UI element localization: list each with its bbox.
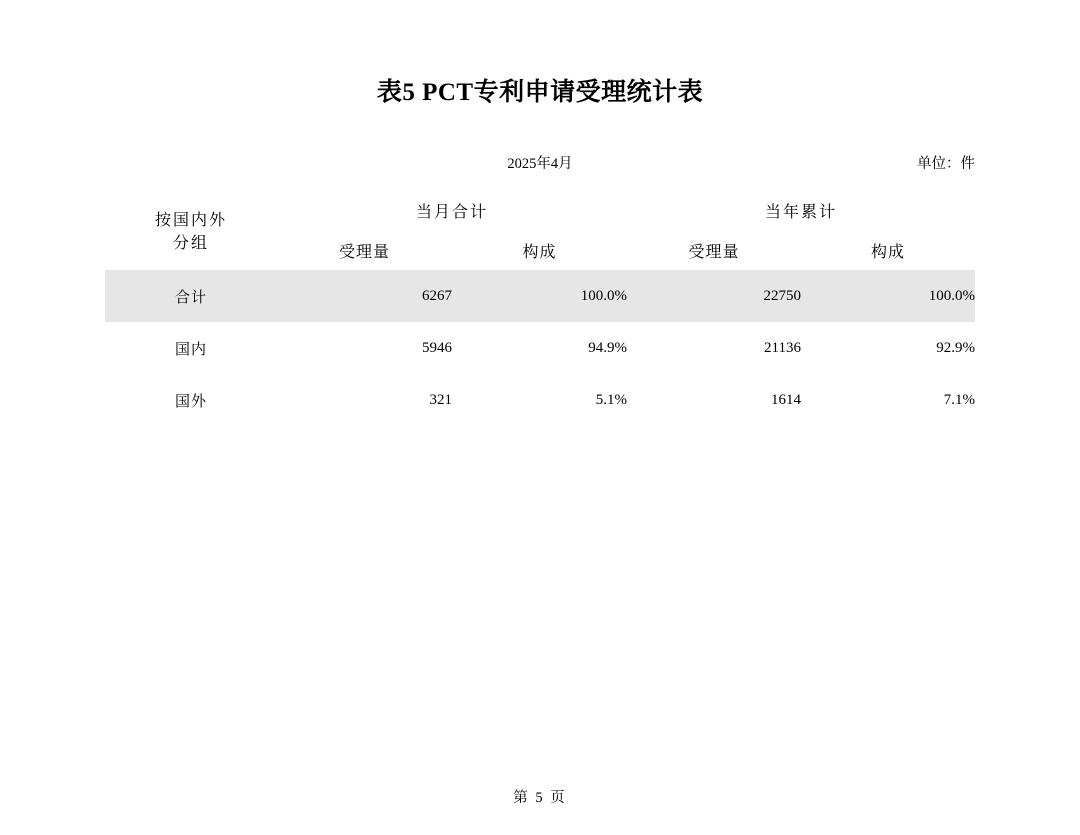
row-label: 国外: [174, 393, 207, 410]
subheader-row: [0, 152, 1080, 172]
cell-month-count: 321: [429, 391, 452, 408]
cell-month-count: 5946: [421, 339, 452, 356]
cell-ytd-count: 22750: [627, 270, 801, 322]
table-row: [105, 270, 975, 322]
report-period: 2025年4月: [507, 156, 573, 172]
row-label: 合计: [105, 270, 277, 322]
column-header-month-count: 受理量: [338, 243, 390, 261]
page-footer: 第 5 页: [513, 790, 567, 806]
cell-month-share: 5.1%: [595, 391, 627, 408]
column-header-ytd-share: 构成: [871, 243, 906, 261]
table-row: [105, 322, 975, 374]
cell-ytd-count: 21136: [764, 339, 801, 356]
column-header-ytd-count: 受理量: [688, 243, 740, 261]
header-row-groups: [105, 190, 975, 230]
cell-month-share: 94.9%: [588, 339, 627, 356]
unit-label: 单位：件: [917, 156, 975, 172]
pct-application-statistics-table: [105, 190, 975, 426]
table-body: [105, 270, 975, 426]
cell-ytd-share: 100.0%: [801, 270, 975, 322]
table-row: [105, 374, 975, 426]
cell-month-share: 100.0%: [452, 270, 627, 322]
cell-ytd-share: 7.1%: [943, 391, 976, 408]
row-label: 国内: [174, 341, 207, 358]
document-page: [0, 72, 1080, 835]
column-group-month: 当月合计: [415, 203, 488, 221]
cell-month-count: 6267: [277, 270, 452, 322]
cell-ytd-share: 92.9%: [936, 339, 976, 356]
column-header-month-share: 构成: [522, 243, 557, 261]
page-title: 表5 PCT专利申请受理统计表: [376, 79, 704, 106]
stub-header: 按国内外 分组: [154, 212, 227, 252]
cell-ytd-count: 1614: [771, 391, 801, 408]
table-head: [105, 190, 975, 270]
column-group-ytd: 当年累计: [765, 203, 838, 221]
